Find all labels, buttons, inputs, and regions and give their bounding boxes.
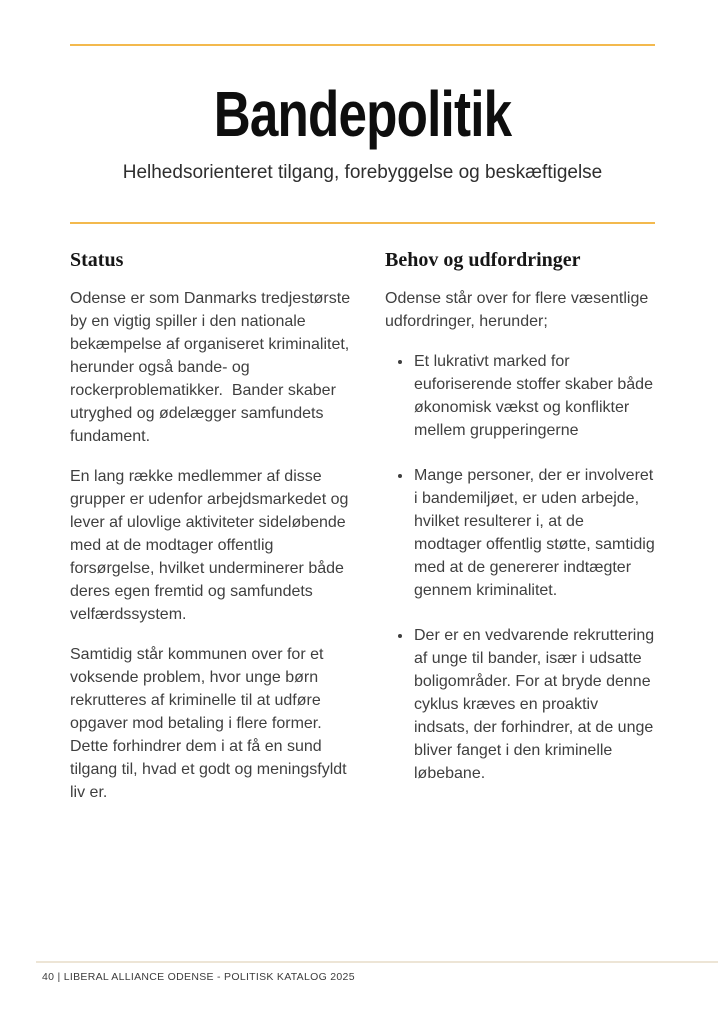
status-paragraph-3: Samtidig står kommunen over for et voksende problem, hvor unge børn rekrutteres af kriminelle til at udføre opgaver mod betaling i flere former. Dette forhindrer dem i at få en sund tilgang til, hvad et godt og meningsfyldt liv er. — [70, 646, 352, 801]
header-bottom-rule — [70, 222, 655, 224]
page-header — [70, 78, 655, 186]
needs-heading: Behov og udfordringer — [385, 249, 581, 271]
page-title: Bandepolitik — [213, 78, 512, 150]
footer-rule — [36, 961, 718, 963]
status-heading: Status — [70, 249, 124, 271]
header-top-rule — [70, 44, 655, 46]
page-subtitle: Helhedsorienteret tilgang, forebyggelse og beskæftigelse — [122, 162, 603, 183]
needs-bullet-2: • Mange personer, der er involveret i bandemiljøet, er uden arbejde, hvilket resulterer i, at de modtager offentlig støtte, samtidig med at de genererer indtægter gennem kriminalitet. — [413, 464, 655, 602]
section-status — [70, 248, 355, 804]
section-needs-challenges — [385, 248, 655, 804]
needs-bullet-1: • Et lukrativt marked for euforiserende stoffer skaber både økonomisk vækst og konflikter mellem grupperingerne — [413, 350, 655, 442]
status-paragraph-2: En lang række medlemmer af disse grupper er udenfor arbejdsmarkedet og lever af ulovlige aktiviteter sideløbende med at de modtager offentlig forsørgelse, hvilket underminerer både deres egen fremtid og samfundets velfærdssystem. — [70, 468, 353, 623]
status-paragraph-1: Odense er som Danmarks tredjestørste by en vigtig spiller i den nationale bekæmpelse af organiseret kriminalitet, herunder også bande- og rockerproblematikker. Bander skaber utryghed og ødelægger samfundets fundament. — [70, 290, 355, 445]
needs-bullet-3: • Der er en vedvarende rekruttering af unge til bander, især i udsatte boligområder. For at bryde denne cyklus kræves en proaktiv indsats, der forhindrer, at de unge bliver fanget i den kriminelle løbebane. — [413, 624, 655, 785]
page-content — [0, 44, 724, 804]
needs-intro: Odense står over for flere væsentlige udfordringer, herunder; — [385, 290, 653, 330]
two-column-body — [70, 248, 655, 804]
footer-page-info: 40 | LIBERAL ALLIANCE ODENSE - POLITISK KATALOG 2025 — [42, 971, 355, 983]
needs-bullet-list — [385, 350, 655, 785]
